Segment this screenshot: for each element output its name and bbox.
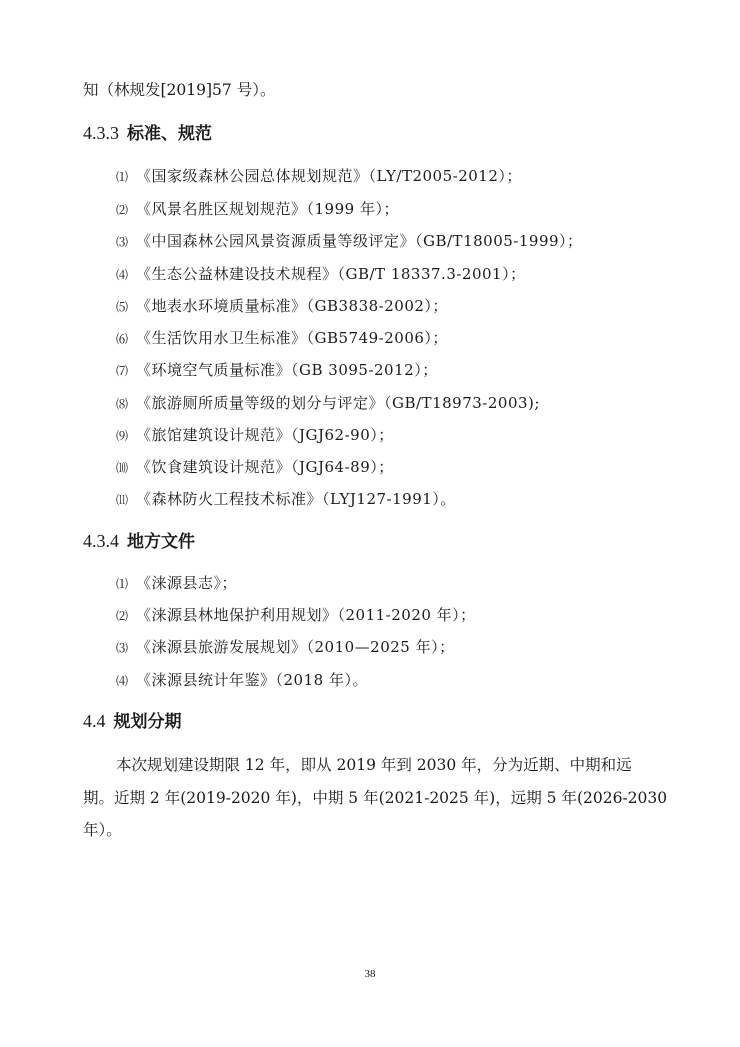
list-item: [116, 166, 522, 187]
list-item: [116, 296, 448, 317]
list-text: 《生态公益林建设技术规程》（GB/T 18337.3-2001）；: [136, 265, 526, 283]
list-text: 《生活饮用水卫生标准》（GB5749-2006）；: [136, 329, 448, 347]
paragraph-line: 年）。: [83, 821, 122, 839]
list-index: ⑶: [116, 641, 129, 655]
list-text: 《国家级森林公园总体规划规范》（LY/T2005-2012）；: [136, 167, 522, 185]
list-item: [116, 573, 237, 594]
list-text: 《风景名胜区规划规范》（1999 年）；: [136, 200, 399, 218]
list-index: ⑵: [116, 203, 129, 217]
list-item: [116, 360, 438, 381]
list-index: ⑼: [116, 429, 129, 443]
section-heading-4-4: [83, 710, 182, 733]
list-index: ⑸: [116, 300, 129, 314]
list-index: ⑹: [116, 332, 129, 346]
list-text: 《涞源县统计年鉴》（2018 年）。: [136, 671, 368, 689]
list-index: ⑻: [116, 397, 129, 411]
list-item: [116, 637, 455, 658]
list-text: 《涞源县志》；: [136, 574, 238, 592]
list-text: 《饮食建筑设计规范》（JGJ64-89）；: [136, 458, 394, 476]
list-item: [116, 393, 540, 414]
section-heading-4-3-3: [83, 122, 212, 145]
list-text: 《旅馆建筑设计规范》（JGJ62-90）；: [136, 426, 394, 444]
list-text: 《森林防火工程技术标准》（LYJ127-1991）。: [136, 490, 456, 508]
list-index: ⑾: [116, 493, 129, 507]
section-heading-4-3-4: [83, 530, 195, 553]
list-index: ⑶: [116, 235, 129, 249]
list-text: 《涞源县林地保护利用规划》（2011-2020 年）；: [136, 606, 476, 624]
section-title: 标准、规范: [127, 124, 212, 144]
list-item: [116, 489, 456, 510]
list-item: [116, 231, 583, 252]
list-item: [116, 605, 476, 626]
list-text: 《旅游厕所质量等级的划分与评定》（GB/T18973-2003);: [136, 394, 540, 412]
list-item: [116, 328, 448, 349]
list-item: [116, 199, 399, 220]
section-title: 地方文件: [127, 532, 195, 552]
list-item: [116, 264, 526, 285]
list-index: ⑷: [116, 268, 129, 282]
page-number: 38: [364, 968, 376, 980]
list-item: [116, 457, 394, 478]
list-index: ⑷: [116, 674, 129, 688]
section-number: 4.3.3: [83, 123, 119, 143]
continuation-line: 知（林规发[2019]57 号）。: [83, 81, 276, 99]
list-text: 《地表水环境质量标准》（GB3838-2002）；: [136, 297, 448, 315]
list-index: ⑺: [116, 364, 129, 378]
section-number: 4.4: [83, 711, 106, 731]
list-index: ⑴: [116, 170, 129, 184]
section-number: 4.3.4: [83, 531, 119, 551]
paragraph-line: 本次规划建设期限 12 年，即从 2019 年到 2030 年，分为近期、中期和远: [116, 756, 632, 774]
list-index: ⑽: [116, 461, 129, 475]
list-item: [116, 425, 394, 446]
list-item: [116, 670, 368, 691]
paragraph-line: 期。近期 2 年(2019-2020 年)，中期 5 年(2021-2025 年)，远期 5 年(2026-2030: [83, 789, 668, 807]
list-text: 《环境空气质量标准》（GB 3095-2012）；: [136, 361, 438, 379]
list-text: 《中国森林公园风景资源质量等级评定》（GB/T18005-1999）；: [136, 232, 583, 250]
list-index: ⑵: [116, 609, 129, 623]
list-index: ⑴: [116, 577, 129, 591]
list-text: 《涞源县旅游发展规划》（2010—2025 年）；: [136, 638, 455, 656]
section-title: 规划分期: [113, 712, 182, 732]
